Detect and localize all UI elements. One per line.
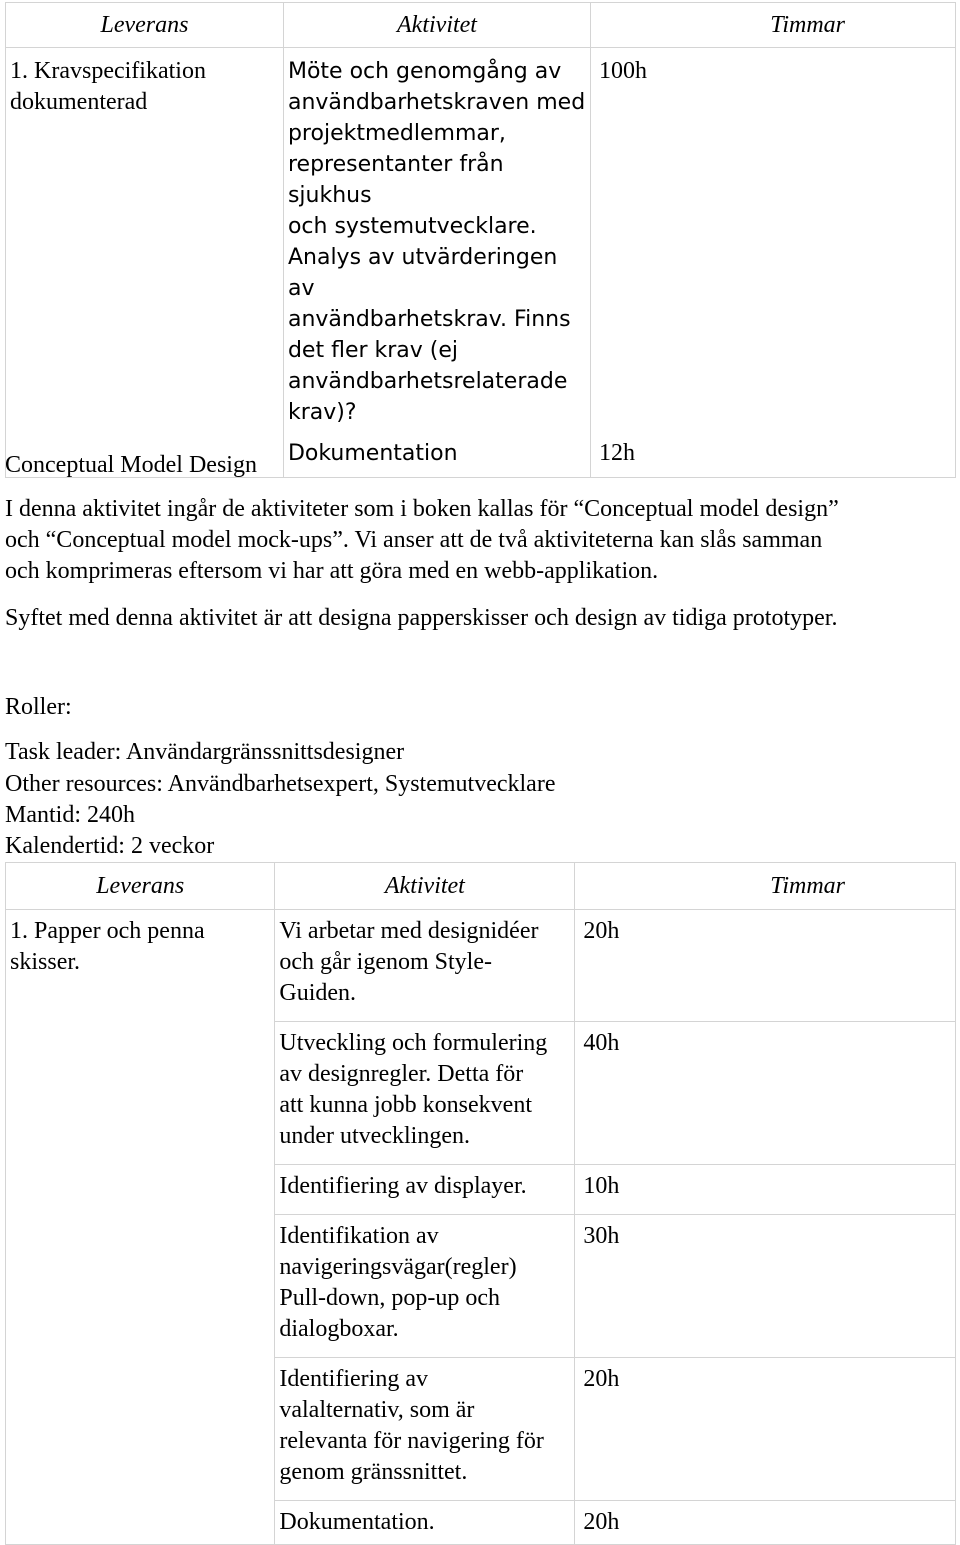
hours-cell: 20h <box>575 1501 956 1545</box>
purpose-paragraph: Syftet med denna aktivitet är att designa papperskisser och design av tidiga prototyper. <box>5 605 838 631</box>
header-timmar: Timmar <box>575 863 956 910</box>
activity-cell: Utveckling och formulering av designregler. Detta för att kunna jobb konsekvent under utvecklingen. <box>275 1022 575 1165</box>
table-row <box>6 910 956 1022</box>
hours-cell: 10h <box>575 1165 956 1215</box>
header-aktivitet: Aktivitet <box>275 863 575 910</box>
hours-cell: 20h <box>575 1358 956 1501</box>
roles-label: Roller: <box>5 694 72 720</box>
activity-cell: Möte och genomgång av användbarhetskraven med projektmedlemmar, representanter från sjukhus och systemutvecklare. Analys av utvärderingen av användbarhetskrav. Finns det fler krav (ej användbarhetsrelaterade krav)? <box>283 48 590 439</box>
task-leader: Task leader: Användargränssnittsdesigner <box>5 739 405 765</box>
activity-cell: Dokumentation. <box>275 1501 575 1545</box>
deliverable-cell: 1. Papper och penna skisser. <box>6 910 275 1545</box>
header-leverans: Leverans <box>6 863 275 910</box>
deliverables-table-1 <box>5 2 956 478</box>
hours-cell: 20h <box>575 910 956 1022</box>
other-resources: Other resources: Användbarhetsexpert, Systemutvecklare <box>5 771 556 797</box>
activity-cell: Identifikation av navigeringsvägar(regler) Pull-down, pop-up och dialogboxar. <box>275 1215 575 1358</box>
mantid: Mantid: 240h <box>5 802 135 828</box>
deliverables-table-2 <box>5 862 956 1545</box>
hours-cell: 12h <box>591 438 956 478</box>
activity-cell: Identifiering av valalternativ, som är relevanta för navigering för genom gränssnittet. <box>275 1358 575 1501</box>
activity-cell: Identifiering av displayer. <box>275 1165 575 1215</box>
deliverable-cell: 1. Kravspecifikation dokumenterad <box>6 48 284 478</box>
intro-paragraph: I denna aktivitet ingår de aktiviteter som i boken kallas för “Conceptual model design” och “Conceptual model mock-ups”. Vi anser att de två aktiviteterna kan slås samman och komprimeras eftersom vi har att göra med en webb-applikation. <box>5 496 839 584</box>
activity-cell: Vi arbetar med designidéer och går igenom Style- Guiden. <box>275 910 575 1022</box>
table-header-row <box>6 863 956 910</box>
activity-cell: Dokumentation <box>283 438 590 478</box>
kalendertid: Kalendertid: 2 veckor <box>5 833 215 859</box>
section-heading: Conceptual Model Design <box>5 452 257 478</box>
hours-cell: 100h <box>591 48 956 439</box>
hours-cell: 30h <box>575 1215 956 1358</box>
header-leverans: Leverans <box>6 3 284 48</box>
header-aktivitet: Aktivitet <box>283 3 590 48</box>
table-row <box>6 48 956 439</box>
table-header-row <box>6 3 956 48</box>
hours-cell: 40h <box>575 1022 956 1165</box>
header-timmar: Timmar <box>591 3 956 48</box>
